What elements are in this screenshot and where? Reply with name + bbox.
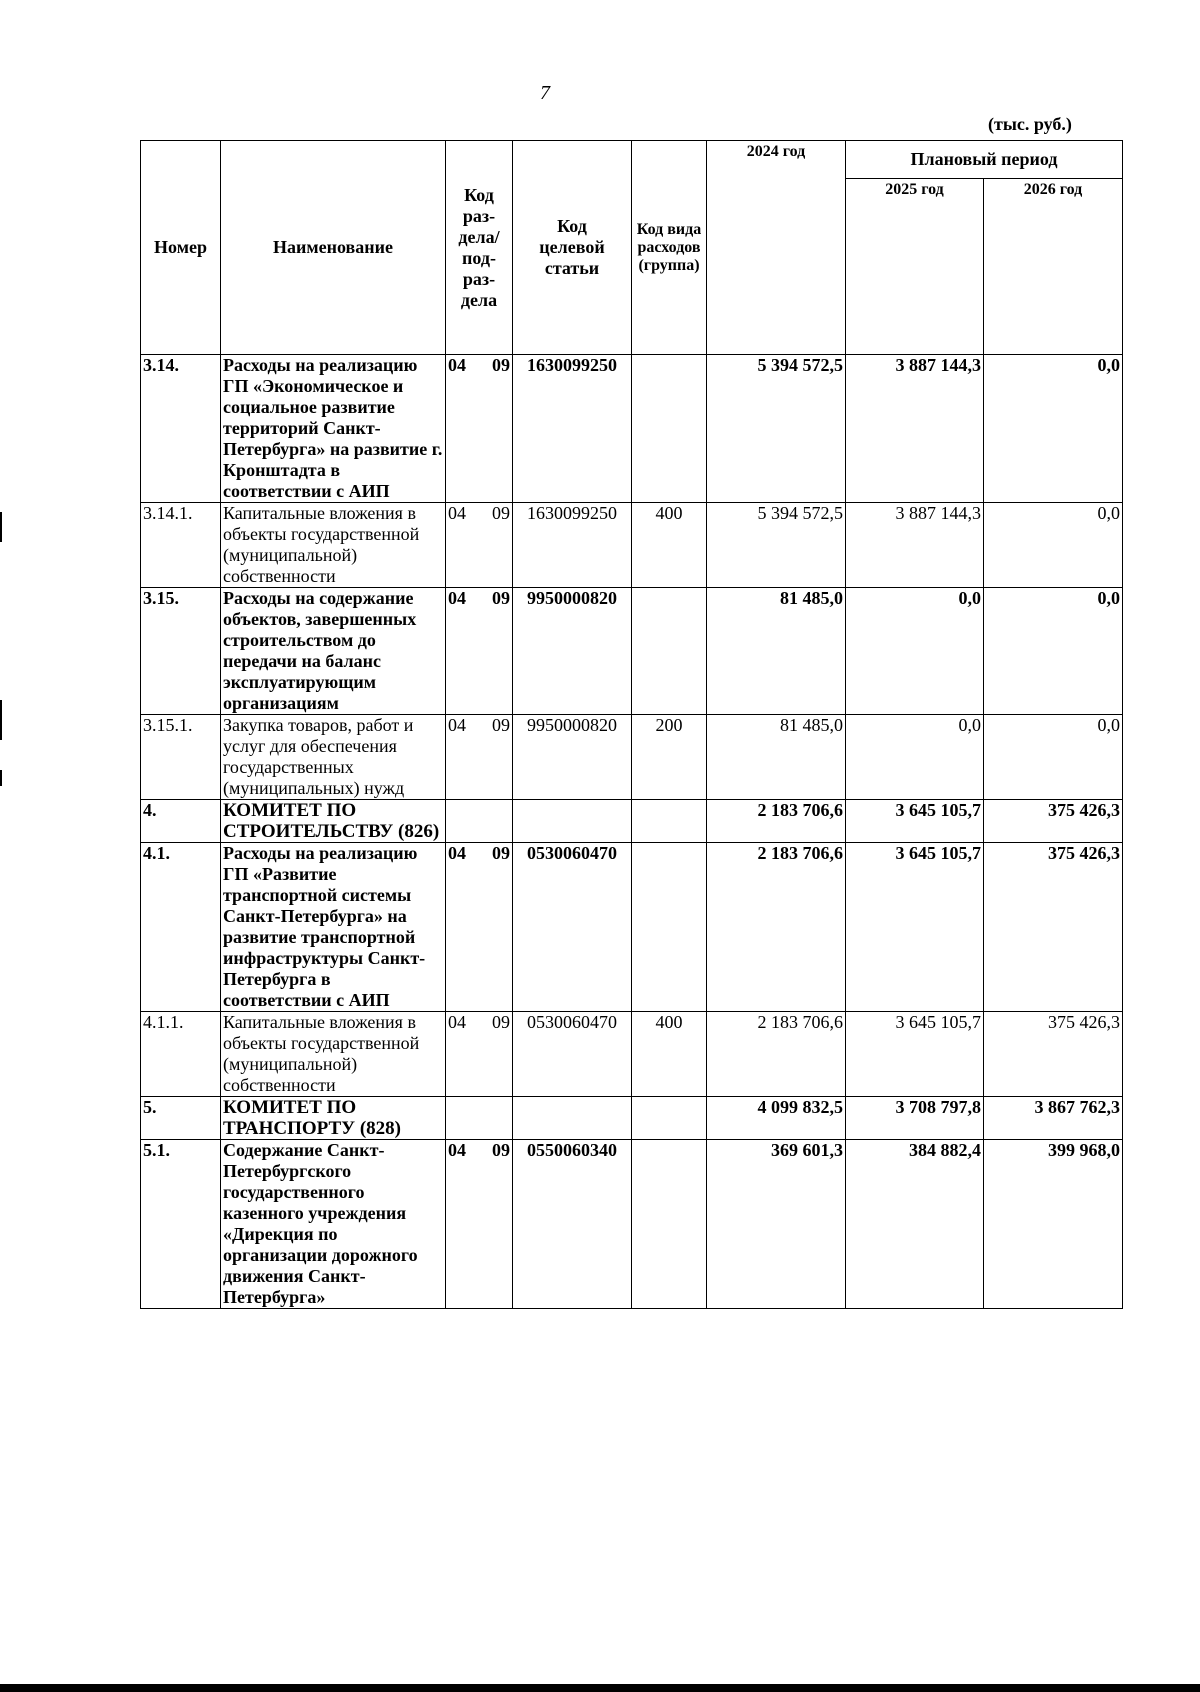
row-razdel: 04 — [448, 588, 466, 608]
row-section-code — [446, 1012, 513, 1097]
row-value-2025: 3 645 105,7 — [846, 800, 984, 843]
row-razdel: 04 — [448, 1012, 466, 1032]
row-value-2026: 375 426,3 — [984, 1012, 1123, 1097]
header-year-2026: 2026 год — [984, 179, 1123, 355]
header-expense-type: Код вида расходов (группа) — [632, 141, 707, 355]
row-target-code: 0530060470 — [513, 843, 632, 1012]
row-value-2026: 399 968,0 — [984, 1140, 1123, 1309]
row-value-2024: 81 485,0 — [707, 588, 846, 715]
row-number: 5.1. — [141, 1140, 221, 1309]
table-row — [141, 715, 1123, 800]
row-value-2025: 384 882,4 — [846, 1140, 984, 1309]
row-podrazdel: 09 — [492, 715, 510, 735]
row-value-2025: 3 645 105,7 — [846, 843, 984, 1012]
row-value-2024: 81 485,0 — [707, 715, 846, 800]
row-podrazdel: 09 — [492, 355, 510, 375]
header-section: Код раз-дела/ под-раз-дела — [446, 141, 513, 355]
row-razdel: 04 — [448, 843, 466, 863]
row-value-2025: 3 708 797,8 — [846, 1097, 984, 1140]
row-section-code — [446, 1097, 513, 1140]
row-value-2026: 0,0 — [984, 588, 1123, 715]
row-value-2026: 375 426,3 — [984, 800, 1123, 843]
table-row — [141, 1140, 1123, 1309]
row-value-2025: 3 645 105,7 — [846, 1012, 984, 1097]
row-number: 4.1.1. — [141, 1012, 221, 1097]
table-row — [141, 800, 1123, 843]
row-name: Расходы на реализацию ГП «Экономическое и социальное развитие территорий Санкт-Петербурга» на развитие г. Кронштадта в соответствии с АИП — [221, 355, 446, 503]
row-value-2026: 0,0 — [984, 715, 1123, 800]
row-value-2024: 2 183 706,6 — [707, 800, 846, 843]
header-target: Код целевой статьи — [513, 141, 632, 355]
page-number: 7 — [540, 82, 550, 104]
row-expense-type — [632, 588, 707, 715]
row-value-2025: 0,0 — [846, 715, 984, 800]
header-year-2024: 2024 год — [707, 141, 846, 355]
row-expense-type: 200 — [632, 715, 707, 800]
header-name: Наименование — [221, 141, 446, 355]
table-row — [141, 503, 1123, 588]
margin-mark — [0, 700, 2, 740]
row-name: Капитальные вложения в объекты государственной (муниципальной) собственности — [221, 503, 446, 588]
row-target-code — [513, 800, 632, 843]
row-value-2024: 2 183 706,6 — [707, 1012, 846, 1097]
row-value-2024: 2 183 706,6 — [707, 843, 846, 1012]
row-value-2026: 0,0 — [984, 503, 1123, 588]
row-expense-type: 400 — [632, 503, 707, 588]
row-value-2025: 3 887 144,3 — [846, 503, 984, 588]
row-value-2024: 5 394 572,5 — [707, 355, 846, 503]
header-year-2025: 2025 год — [846, 179, 984, 355]
row-expense-type: 400 — [632, 1012, 707, 1097]
row-section-code — [446, 503, 513, 588]
table-row — [141, 1097, 1123, 1140]
row-section-code — [446, 715, 513, 800]
row-podrazdel: 09 — [492, 588, 510, 608]
row-expense-type — [632, 800, 707, 843]
row-target-code: 1630099250 — [513, 503, 632, 588]
row-value-2026: 0,0 — [984, 355, 1123, 503]
header-planned-period: Плановый период — [846, 141, 1123, 179]
table-row — [141, 1012, 1123, 1097]
row-razdel: 04 — [448, 1140, 466, 1160]
row-target-code: 0550060340 — [513, 1140, 632, 1309]
row-value-2024: 369 601,3 — [707, 1140, 846, 1309]
row-number: 3.15.1. — [141, 715, 221, 800]
row-number: 3.14.1. — [141, 503, 221, 588]
row-podrazdel: 09 — [492, 1140, 510, 1160]
row-name: Закупка товаров, работ и услуг для обеспечения государственных (муниципальных) нужд — [221, 715, 446, 800]
row-value-2024: 4 099 832,5 — [707, 1097, 846, 1140]
row-value-2026: 3 867 762,3 — [984, 1097, 1123, 1140]
row-razdel: 04 — [448, 503, 466, 523]
row-section-code — [446, 355, 513, 503]
row-section-code — [446, 588, 513, 715]
table-row — [141, 355, 1123, 503]
row-razdel: 04 — [448, 715, 466, 735]
row-target-code — [513, 1097, 632, 1140]
row-target-code: 9950000820 — [513, 588, 632, 715]
row-podrazdel: 09 — [492, 1012, 510, 1032]
units-label: (тыс. руб.) — [988, 114, 1072, 134]
row-expense-type — [632, 1140, 707, 1309]
margin-mark — [0, 512, 2, 542]
header-number: Номер — [141, 141, 221, 355]
row-section-code — [446, 1140, 513, 1309]
row-name: Расходы на реализацию ГП «Развитие транспортной системы Санкт-Петербурга» на развитие транспортной инфраструктуры Санкт-Петербурга в соответствии с АИП — [221, 843, 446, 1012]
row-section-code — [446, 843, 513, 1012]
row-number: 4. — [141, 800, 221, 843]
budget-table — [140, 140, 1123, 1309]
row-section-code — [446, 800, 513, 843]
row-podrazdel: 09 — [492, 503, 510, 523]
row-target-code: 9950000820 — [513, 715, 632, 800]
row-number: 4.1. — [141, 843, 221, 1012]
row-value-2024: 5 394 572,5 — [707, 503, 846, 588]
row-target-code: 0530060470 — [513, 1012, 632, 1097]
row-name: КОМИТЕТ ПО СТРОИТЕЛЬСТВУ (826) — [221, 800, 446, 843]
row-expense-type — [632, 355, 707, 503]
row-razdel: 04 — [448, 355, 466, 375]
row-target-code: 1630099250 — [513, 355, 632, 503]
row-number: 5. — [141, 1097, 221, 1140]
table-row — [141, 588, 1123, 715]
row-name: Расходы на содержание объектов, завершенных строительством до передачи на баланс эксплуатирующим организациям — [221, 588, 446, 715]
row-name: КОМИТЕТ ПО ТРАНСПОРТУ (828) — [221, 1097, 446, 1140]
scan-edge — [0, 1684, 1200, 1692]
row-expense-type — [632, 1097, 707, 1140]
row-value-2025: 0,0 — [846, 588, 984, 715]
row-expense-type — [632, 843, 707, 1012]
row-value-2026: 375 426,3 — [984, 843, 1123, 1012]
row-value-2025: 3 887 144,3 — [846, 355, 984, 503]
row-number: 3.14. — [141, 355, 221, 503]
row-podrazdel: 09 — [492, 843, 510, 863]
margin-mark — [0, 770, 2, 786]
table-row — [141, 843, 1123, 1012]
row-number: 3.15. — [141, 588, 221, 715]
row-name: Содержание Санкт-Петербургского государственного казенного учреждения «Дирекция по организации дорожного движения Санкт-Петербурга» — [221, 1140, 446, 1309]
row-name: Капитальные вложения в объекты государственной (муниципальной) собственности — [221, 1012, 446, 1097]
